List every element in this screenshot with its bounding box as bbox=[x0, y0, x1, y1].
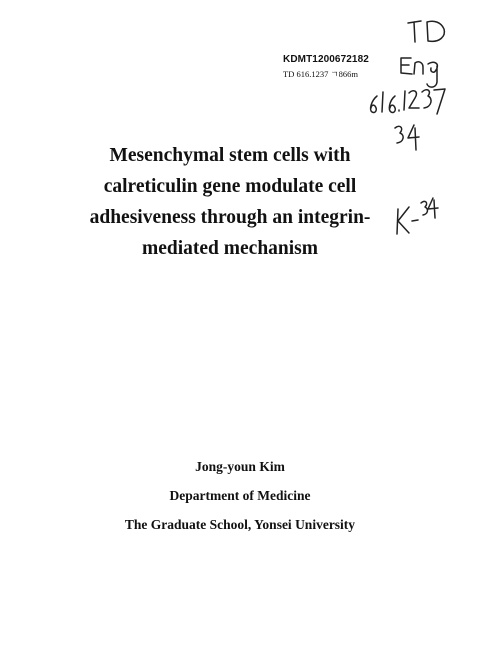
title-line-1: Mesenchymal stem cells with bbox=[109, 145, 351, 166]
thesis-title bbox=[70, 140, 390, 264]
department-name: Department of Medicine bbox=[169, 488, 311, 503]
institution-name: The Graduate School, Yonsei University bbox=[124, 517, 356, 532]
title-line-4: mediated mechanism bbox=[141, 238, 319, 259]
handwritten-eng bbox=[401, 58, 437, 87]
handwritten-call-number bbox=[371, 89, 445, 114]
accession-number: KDMT1200672182 bbox=[283, 54, 369, 65]
handwritten-td bbox=[408, 21, 444, 42]
title-line-2: calreticulin gene modulate cell bbox=[103, 176, 357, 197]
handwritten-34 bbox=[395, 125, 419, 150]
author-name: Jong-youn Kim bbox=[195, 459, 285, 474]
author-block bbox=[60, 452, 420, 539]
call-number: TD 616.1237 ㄱ866m bbox=[283, 69, 359, 79]
title-line-3: adhesiveness through an integrin- bbox=[89, 207, 371, 228]
handwritten-k-34 bbox=[397, 198, 438, 234]
